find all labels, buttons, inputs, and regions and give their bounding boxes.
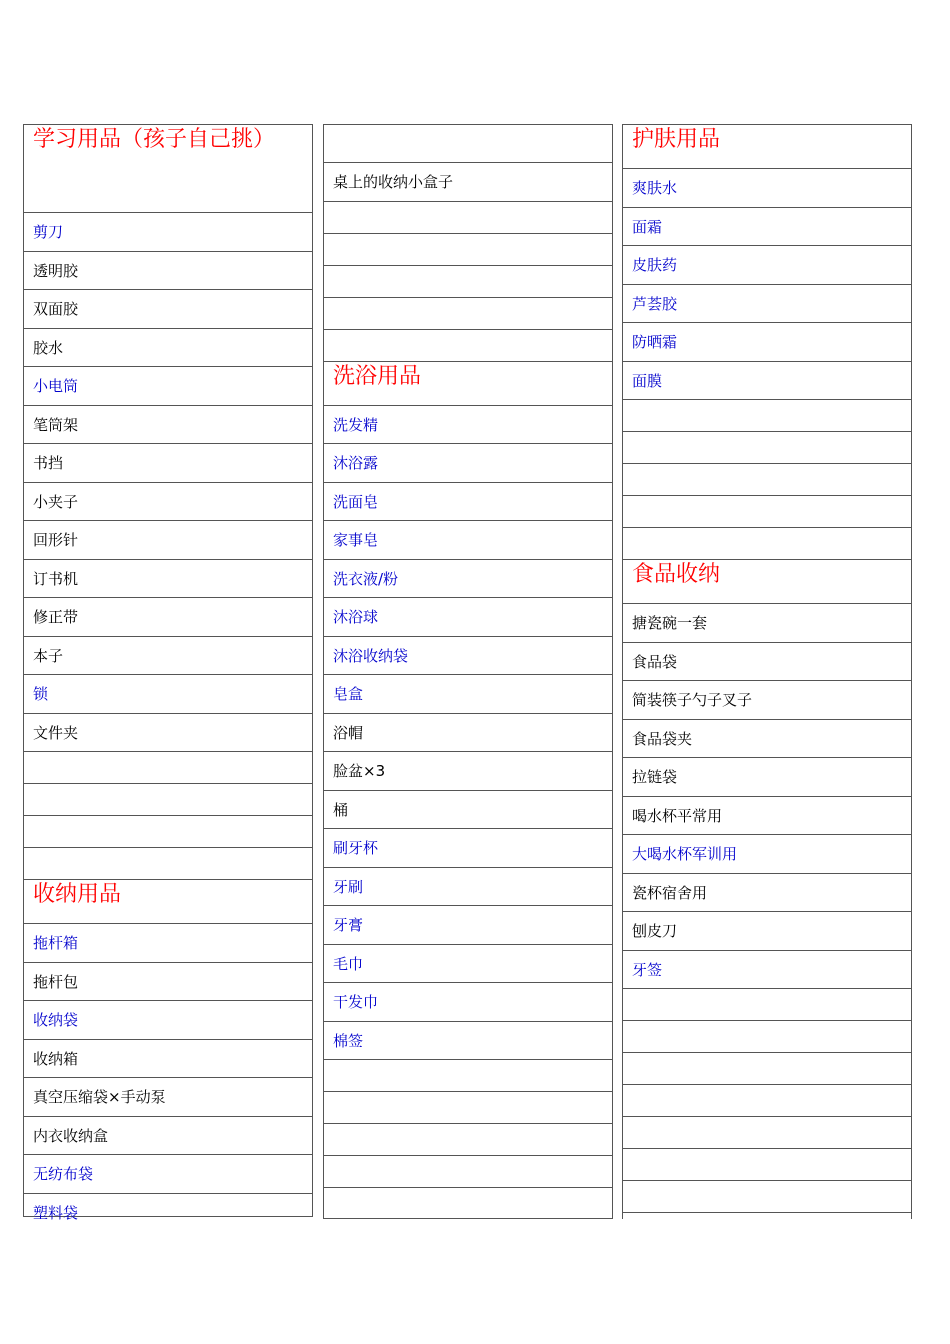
list-item: 面膜	[623, 362, 911, 401]
list-item: 大喝水杯军训用	[623, 835, 911, 874]
list-item: 文件夹	[24, 714, 312, 753]
list-item: 洗面皂	[324, 483, 612, 522]
blank-row	[324, 266, 612, 298]
list-item: 收纳箱	[24, 1040, 312, 1079]
list-item: 刷牙杯	[324, 829, 612, 868]
blank-row	[623, 1117, 911, 1149]
list-item: 干发巾	[324, 983, 612, 1022]
list-item: 防晒霜	[623, 323, 911, 362]
blank-row	[324, 234, 612, 266]
column-2	[323, 124, 613, 1219]
list-item: 桶	[324, 791, 612, 830]
blank-row	[623, 1053, 911, 1085]
blank-row	[24, 784, 312, 816]
list-item: 无纺布袋	[24, 1155, 312, 1194]
list-item: 沐浴收纳袋	[324, 637, 612, 676]
blank-row	[324, 298, 612, 330]
section-heading: 收纳用品	[24, 880, 312, 924]
list-item: 牙刷	[324, 868, 612, 907]
list-item: 芦荟胶	[623, 285, 911, 324]
blank-row	[623, 1085, 911, 1117]
blank-row	[623, 989, 911, 1021]
list-item: 真空压缩袋×手动泵	[24, 1078, 312, 1117]
list-item: 订书机	[24, 560, 312, 599]
section-heading: 洗浴用品	[324, 362, 612, 406]
list-item: 塑料袋	[33, 1203, 79, 1222]
list-item: 洗发精	[324, 406, 612, 445]
column-1	[23, 124, 313, 1222]
list-item: 面霜	[623, 208, 911, 247]
list-item: 棉签	[324, 1022, 612, 1061]
list-item: 洗衣液/粉	[324, 560, 612, 599]
list-item: 食品袋	[623, 643, 911, 682]
blank-row	[623, 400, 911, 432]
list-item: 简装筷子勺子叉子	[623, 681, 911, 720]
blank-row	[24, 752, 312, 784]
blank-row	[24, 848, 312, 880]
list-item: 沐浴露	[324, 444, 612, 483]
list-item: 内衣收纳盒	[24, 1117, 312, 1156]
blank-row	[324, 1188, 612, 1220]
list-item: 笔筒架	[24, 406, 312, 445]
list-item: 拖杆包	[24, 963, 312, 1002]
list-item: 毛巾	[324, 945, 612, 984]
list-item: 胶水	[24, 329, 312, 368]
blank-row	[324, 330, 612, 362]
blank-row	[324, 1124, 612, 1156]
blank-row	[623, 1021, 911, 1053]
blank-row	[623, 432, 911, 464]
list-item: 拉链袋	[623, 758, 911, 797]
list-item: 桌上的收纳小盒子	[324, 163, 612, 202]
section-heading: 食品收纳	[623, 560, 911, 604]
blank-row	[324, 1156, 612, 1188]
blank-row	[324, 1060, 612, 1092]
blank-row	[623, 1181, 911, 1213]
list-item: 锁	[24, 675, 312, 714]
list-item: 浴帽	[324, 714, 612, 753]
list-item: 透明胶	[24, 252, 312, 291]
blank-row	[623, 464, 911, 496]
list-item: 皮肤药	[623, 246, 911, 285]
list-item: 牙膏	[324, 906, 612, 945]
list-item: 双面胶	[24, 290, 312, 329]
list-item: 瓷杯宿舍用	[623, 874, 911, 913]
list-item: 刨皮刀	[623, 912, 911, 951]
list-item: 修正带	[24, 598, 312, 637]
list-item: 皂盒	[324, 675, 612, 714]
blank-row	[623, 496, 911, 528]
blank-row	[324, 202, 612, 234]
list-item: 拖杆箱	[24, 924, 312, 963]
list-item: 家事皂	[324, 521, 612, 560]
list-item: 收纳袋	[24, 1001, 312, 1040]
blank-row	[324, 125, 612, 163]
list-item: 喝水杯平常用	[623, 797, 911, 836]
list-item: 牙签	[623, 951, 911, 990]
list-item: 脸盆×3	[324, 752, 612, 791]
column-3	[622, 124, 912, 1219]
section-heading: 护肤用品	[623, 125, 911, 169]
list-item: 沐浴球	[324, 598, 612, 637]
blank-row	[623, 528, 911, 560]
list-item: 本子	[24, 637, 312, 676]
list-item: 爽肤水	[623, 169, 911, 208]
section-heading: 学习用品（孩子自己挑）	[24, 125, 312, 213]
list-item: 剪刀	[24, 213, 312, 252]
list-item: 搪瓷碗一套	[623, 604, 911, 643]
list-item: 小夹子	[24, 483, 312, 522]
blank-row	[623, 1149, 911, 1181]
list-item: 书挡	[24, 444, 312, 483]
blank-row	[324, 1092, 612, 1124]
list-item: 回形针	[24, 521, 312, 560]
list-item: 小电筒	[24, 367, 312, 406]
blank-row	[24, 816, 312, 848]
list-item: 食品袋夹	[623, 720, 911, 759]
